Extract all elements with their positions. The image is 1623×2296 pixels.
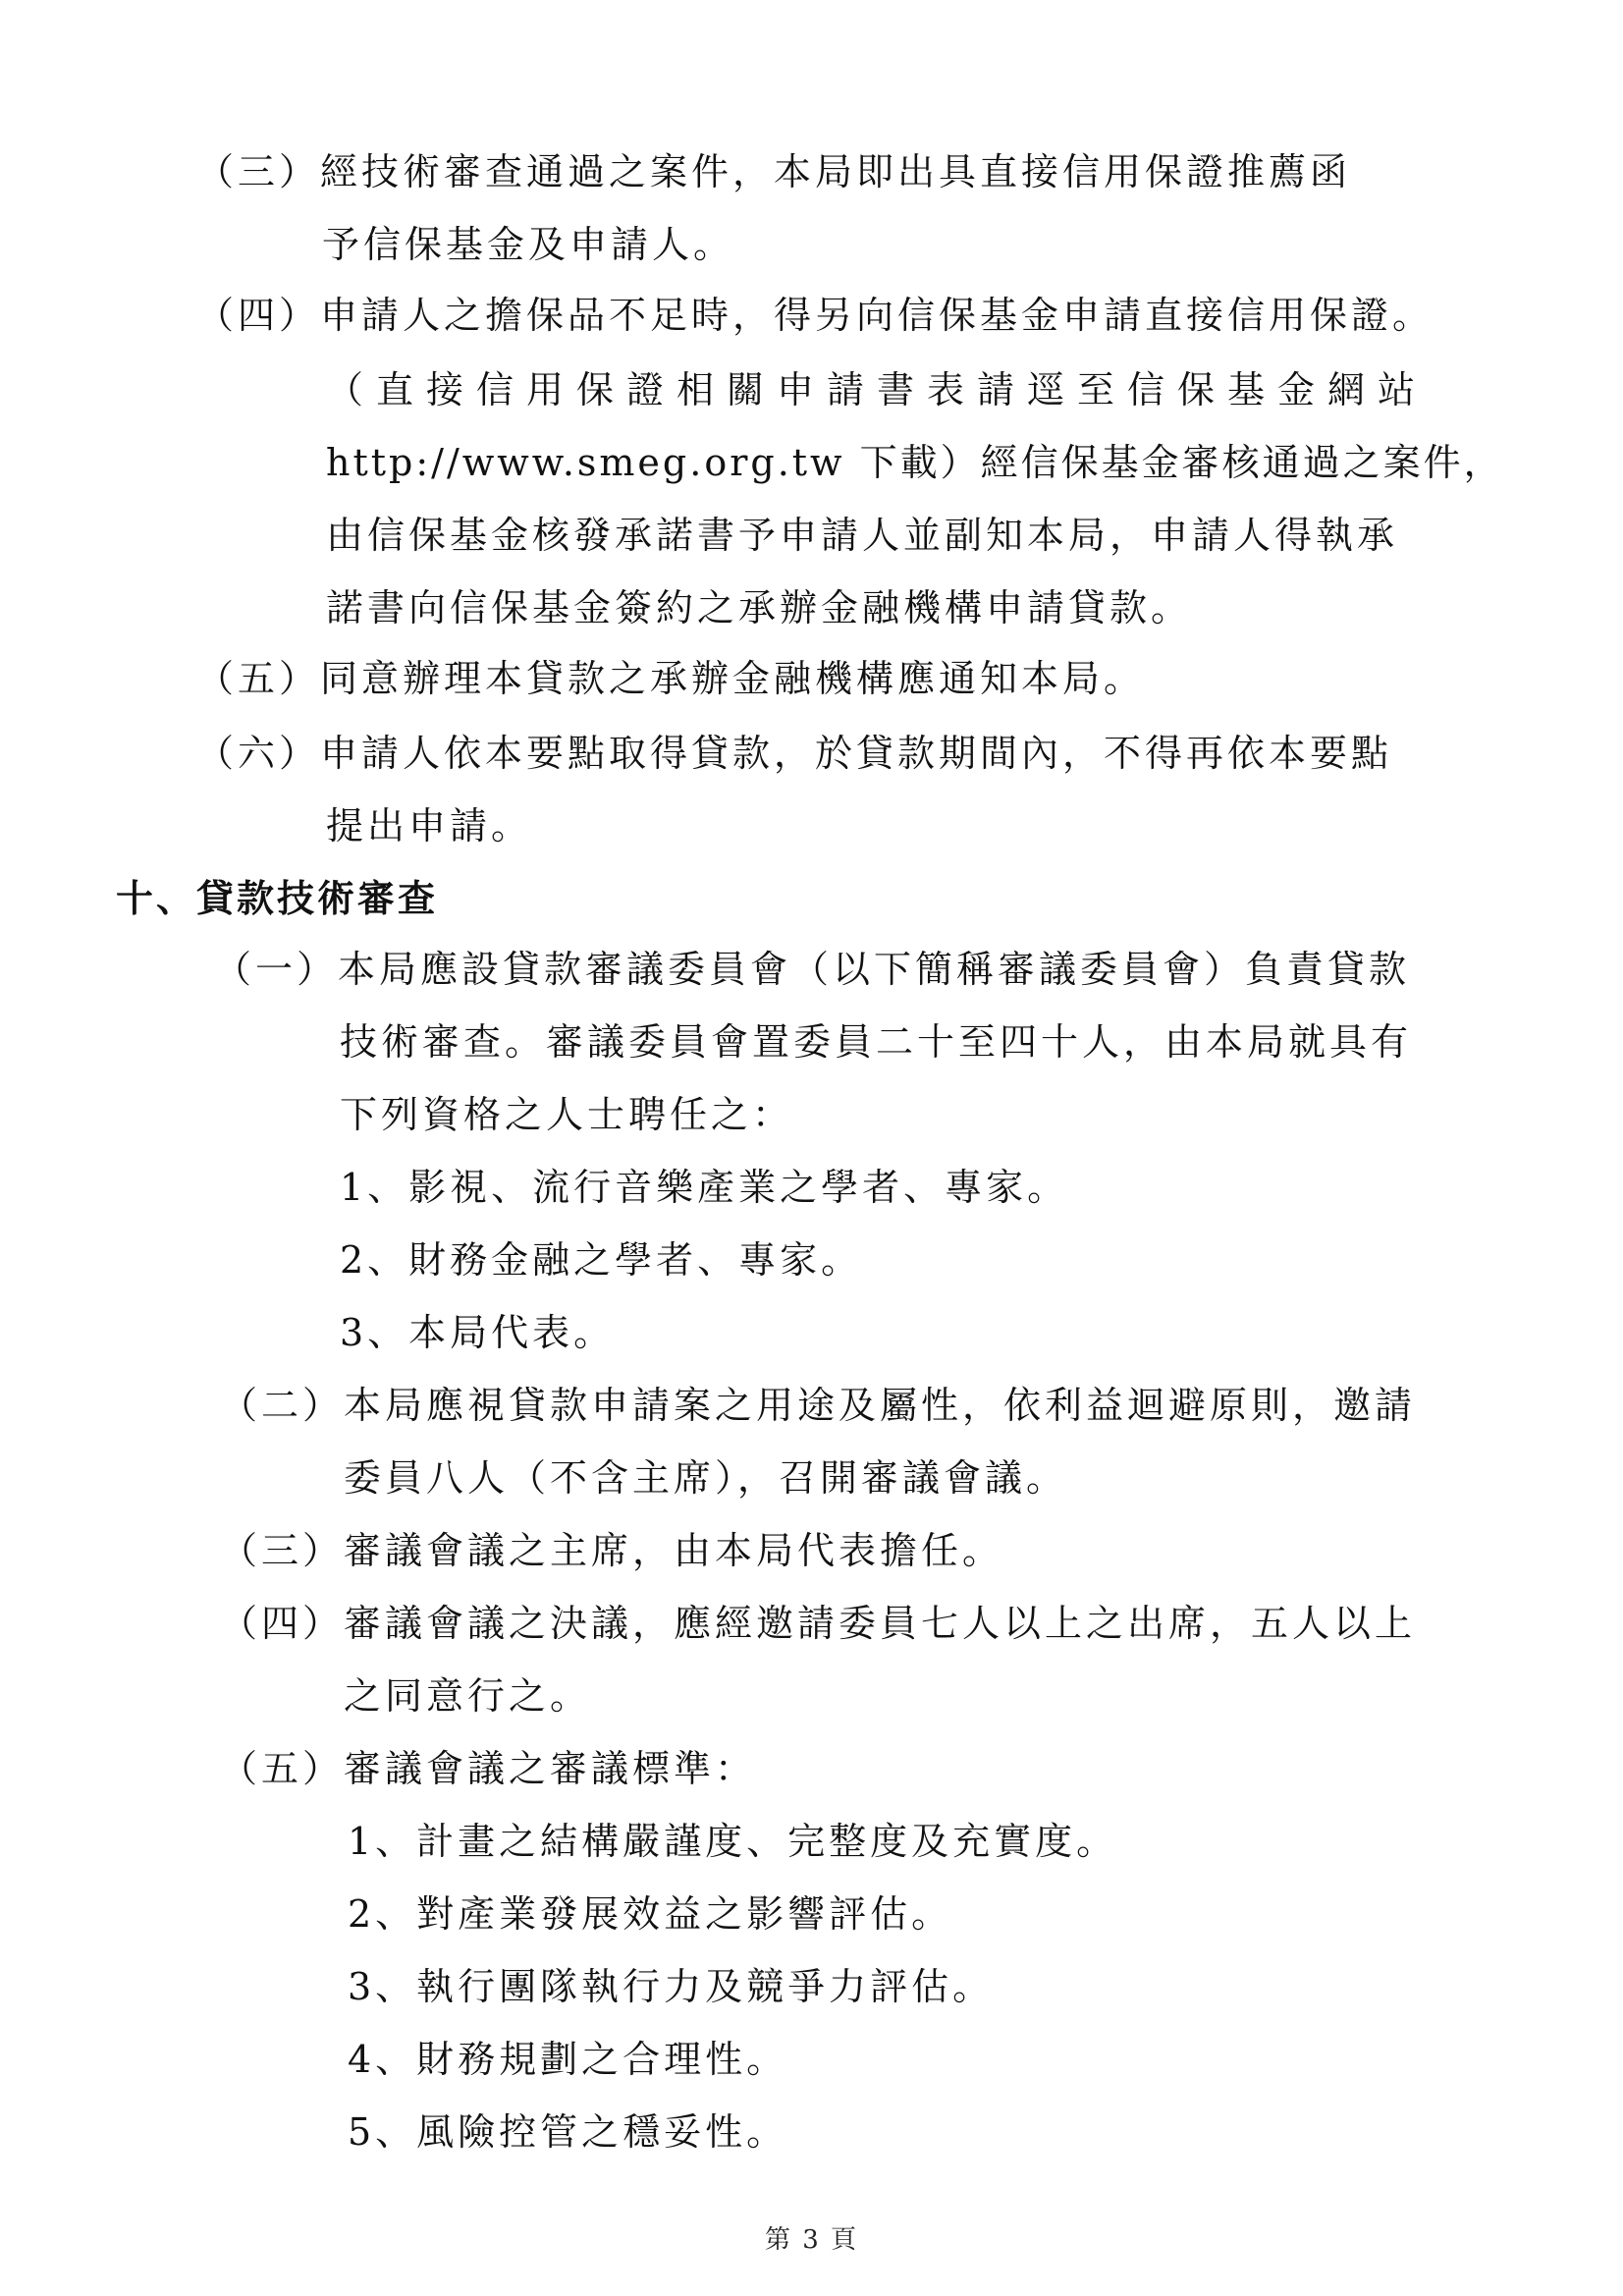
item-3-line-2: 予信保基金及申請人。 — [322, 223, 735, 266]
sec10-item-1-sub-1: 1、影視、流行音樂產業之學者、專家。 — [340, 1166, 1069, 1209]
sec10-item-1-line-2: 技術審查。審議委員會置委員二十至四十人，由本局就具有 — [340, 1020, 1413, 1064]
item-3-line-1: （三）經技術審查通過之案件，本局即出具直接信用保證推薦函 — [196, 150, 1352, 193]
sec10-item-4-line-1: （四）審議會議之決議，應經邀請委員七人以上之出席，五人以上 — [220, 1602, 1417, 1645]
sec10-item-1-sub-2: 2、財務金融之學者、專家。 — [340, 1238, 863, 1282]
sec10-item-5-sub-4: 4、財務規劃之合理性。 — [348, 2038, 788, 2081]
page-number: 第 3 頁 — [764, 2225, 859, 2255]
sec10-item-5-line-1: （五）審議會議之審議標準： — [220, 1747, 757, 1790]
item-6-line-2: 提出申請。 — [326, 804, 533, 847]
sec10-item-3-line-1: （三）審議會議之主席，由本局代表擔任。 — [220, 1529, 1004, 1572]
item-4-line-4: 由信保基金核發承諾書予申請人並副知本局，申請人得執承 — [326, 514, 1399, 557]
sec10-item-5-sub-2: 2、對產業發展效益之影響評估。 — [348, 1892, 953, 1936]
sec10-item-5-sub-3: 3、執行團隊執行力及競爭力評估。 — [348, 1965, 995, 2008]
sec10-item-1-sub-3: 3、本局代表。 — [340, 1311, 616, 1354]
sec10-item-4-line-2: 之同意行之。 — [344, 1674, 592, 1718]
sec10-item-1-line-3: 下列資格之人士聘任之： — [340, 1093, 794, 1136]
sec10-item-1-line-1: （一）本局應設貸款審議委員會（以下簡稱審議委員會）負責貸款 — [214, 948, 1411, 991]
sec10-item-5-sub-5: 5、風險控管之穩妥性。 — [348, 2110, 788, 2154]
item-6-line-1: （六）申請人依本要點取得貸款，於貸款期間內，不得再依本要點 — [196, 732, 1393, 775]
sec10-item-5-sub-1: 1、計畫之結構嚴謹度、完整度及充實度。 — [348, 1820, 1118, 1863]
section-10-heading: 十、貸款技術審查 — [116, 876, 439, 920]
sec10-item-2-line-1: （二）本局應視貸款申請案之用途及屬性，依利益迴避原則，邀請 — [220, 1384, 1417, 1427]
item-4-line-2: （直接信用保證相關申請書表請逕至信保基金網站 — [326, 368, 1429, 411]
item-4-line-1: （四）申請人之擔保品不足時，得另向信保基金申請直接信用保證。 — [196, 294, 1434, 337]
item-5-line-1: （五）同意辦理本貸款之承辦金融機構應通知本局。 — [196, 657, 1146, 700]
item-4-line-5: 諾書向信保基金簽約之承辦金融機構申請貸款。 — [326, 586, 1193, 629]
item-4-line-3: http://www.smeg.org.tw 下載）經信保基金審核通過之案件， — [326, 441, 1504, 484]
sec10-item-2-line-2: 委員八人（不含主席），召開審議會議。 — [344, 1456, 1068, 1500]
